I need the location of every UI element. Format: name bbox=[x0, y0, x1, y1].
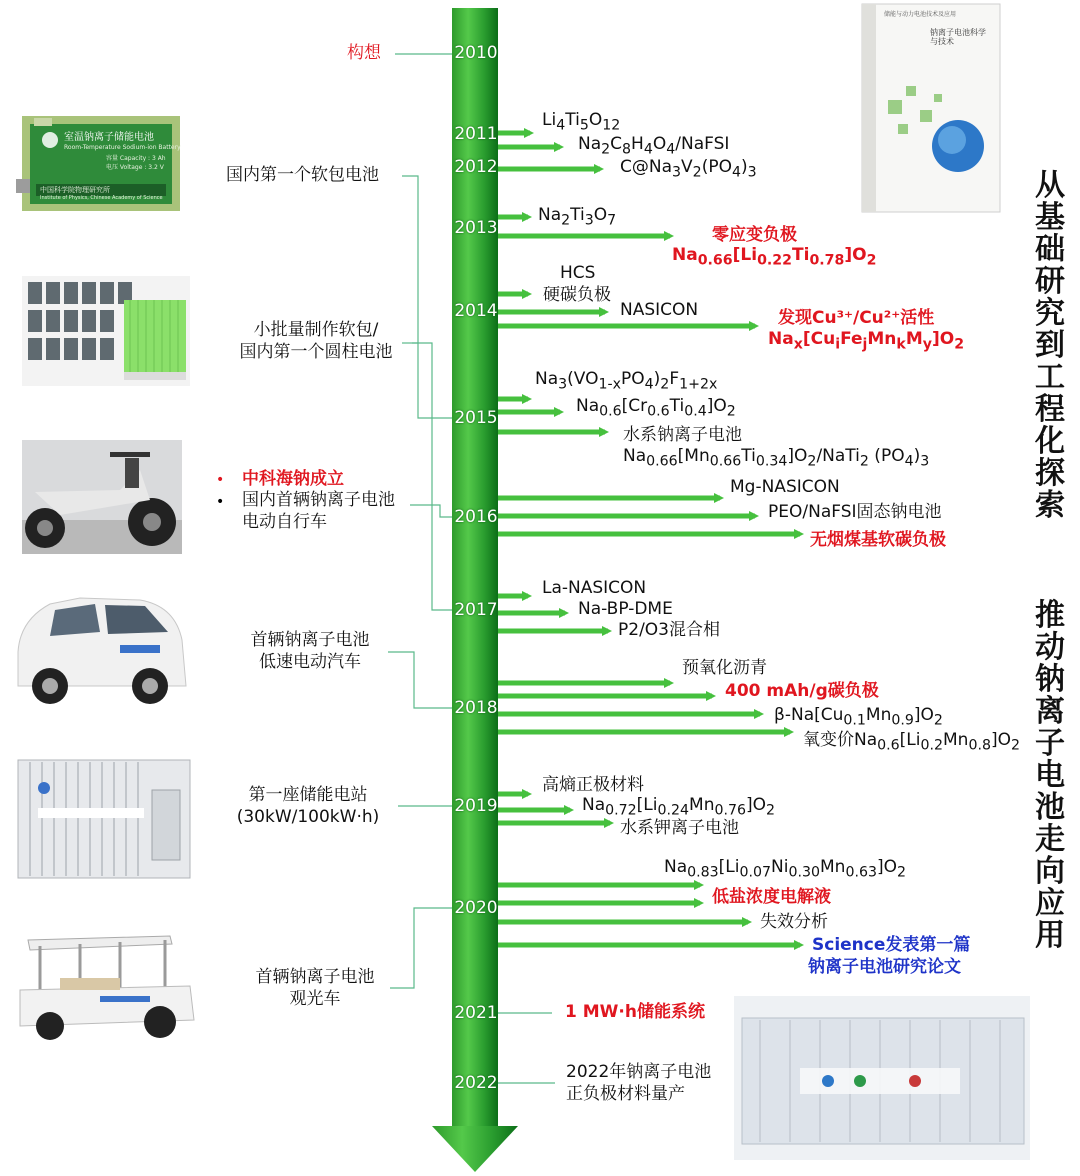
ebike-label-2: 电动自行车 bbox=[242, 512, 327, 532]
beta-formula: $\beta-Na[Cu_{0.1}Mn_{0.9}]O_2$ bbox=[774, 705, 943, 729]
side-title-application: 推 动 钠 离 子 电 池 走 向 应 用 bbox=[1035, 598, 1065, 953]
mwh-label: 1 MW·h储能系统 bbox=[565, 1002, 705, 1022]
car-label-2: 低速电动汽车 bbox=[259, 652, 361, 672]
pouch-institute: 中国科学院物理研究所 bbox=[40, 186, 110, 194]
year-label-2020: 2020 bbox=[454, 898, 498, 918]
book-series: 储能与动力电池技术及应用 bbox=[884, 11, 957, 18]
bus-label-1: 首辆钠离子电池 bbox=[255, 967, 375, 987]
car-label-1: 首辆钠离子电池 bbox=[250, 630, 370, 650]
mwh-system-image bbox=[734, 996, 1030, 1160]
ebike-image bbox=[22, 440, 182, 554]
science-label-1: Science发表第一篇 bbox=[812, 935, 971, 955]
year-label-2015: 2015 bbox=[454, 408, 498, 428]
science-label-2: 钠离子电池研究论文 bbox=[808, 957, 961, 977]
small-batch-label-1: 小批量制作软包/ bbox=[253, 320, 379, 340]
nlnm-formula: $Na_{0.83}[Li_{0.07}Ni_{0.30}Mn_{0.63}]O_2$ bbox=[664, 857, 907, 881]
ncto-label: $Na_{0.6}[Cr_{0.6}Ti_{0.4}]O_2$ bbox=[576, 396, 736, 420]
production-label-1: 2022年钠离子电池 bbox=[566, 1062, 712, 1082]
side-title-basic-research: 从 基 础 研 究 到 工 程 化 探 索 bbox=[1035, 168, 1065, 523]
timeline-main-arrow bbox=[432, 8, 518, 1172]
nafsi-label: $Na_2C_8H_4O_4$/NaFSI bbox=[578, 134, 730, 158]
peo-label: PEO/NaFSI固态钠电池 bbox=[768, 502, 942, 522]
cu-activity-label: 发现Cu³⁺/Cu²⁺活性 bbox=[778, 308, 935, 328]
storage-station-image bbox=[18, 760, 190, 878]
nvpf-label: $Na_3(VO_{1-x}PO_4)_2F_{1+2x}$ bbox=[535, 369, 718, 393]
bullet: • bbox=[216, 472, 225, 488]
station-label-2: (30kW/100kW·h) bbox=[236, 807, 380, 827]
nvp-label: $C@Na_3V_2(PO_4)_3$ bbox=[620, 157, 757, 181]
hina-founded-label: 中科海钠成立 bbox=[242, 469, 344, 489]
book-title: 钠离子电池科学与技术 bbox=[930, 28, 986, 47]
zero-strain-label: 零应变负极 bbox=[712, 225, 797, 245]
pre-oxidized-label: 预氧化沥青 bbox=[682, 658, 767, 678]
year-label-2021: 2021 bbox=[454, 1003, 498, 1023]
aqueous-k-label: 水系钾离子电池 bbox=[620, 818, 739, 838]
high-entropy-label: 高熵正极材料 bbox=[542, 775, 644, 795]
hard-carbon-label: 硬碳负极 bbox=[543, 285, 611, 305]
failure-analysis-label: 失效分析 bbox=[760, 912, 828, 932]
pouch-subtitle: Room-Temperature Sodium-ion Battery bbox=[64, 144, 181, 151]
left-connectors bbox=[388, 54, 452, 988]
aqueous-na-formula: $Na_{0.66}[Mn_{0.66}Ti_{0.34}]O_2/NaTi_2$ $(PO_4)_3$ bbox=[623, 446, 930, 470]
year-label-2016: 2016 bbox=[454, 507, 498, 527]
year-label-2022: 2022 bbox=[454, 1073, 498, 1093]
400mah-label: 400 mAh/g碳负极 bbox=[725, 681, 879, 701]
pouch-capacity: 容量 Capacity : 3 Ah bbox=[106, 155, 166, 162]
pouch-title: 室温钠离子储能电池 bbox=[64, 132, 154, 143]
nlm-formula: $Na_{0.72}[Li_{0.24}Mn_{0.76}]O_2$ bbox=[582, 795, 776, 819]
mg-nasicon-label: Mg-NASICON bbox=[730, 477, 840, 497]
ebike-label-1: 国内首辆钠离子电池 bbox=[242, 490, 395, 510]
right-connectors bbox=[498, 1013, 555, 1083]
year-label-2018: 2018 bbox=[454, 698, 498, 718]
oxygen-redox-formula: 氧变价$Na_{0.6}[Li_{0.2}Mn_{0.8}]O_2$ bbox=[803, 730, 1020, 754]
concept-label: 构想 bbox=[347, 43, 381, 63]
soft-pack-label: 国内第一个软包电池 bbox=[226, 165, 379, 185]
year-label-2011: 2011 bbox=[454, 124, 498, 144]
zero-strain-formula: $Na_{0.66}[Li_{0.22}Ti_{0.78}]O_2$ bbox=[672, 245, 877, 269]
anthracite-label: 无烟煤基软碳负极 bbox=[810, 530, 946, 550]
bus-label-2: 观光车 bbox=[289, 989, 341, 1009]
sightseeing-bus-image bbox=[20, 936, 194, 1040]
small-batch-label-2: 国内第一个圆柱电池 bbox=[239, 342, 393, 362]
battery-batch-image bbox=[22, 276, 190, 386]
year-label-2014: 2014 bbox=[454, 301, 498, 321]
year-label-2013: 2013 bbox=[454, 218, 498, 238]
nasicon-label: NASICON bbox=[620, 300, 699, 320]
production-label-2: 正负极材料量产 bbox=[566, 1084, 685, 1104]
year-label-2012: 2012 bbox=[454, 157, 498, 177]
na-bp-label: Na-BP-DME bbox=[578, 599, 673, 619]
bullet: • bbox=[216, 494, 225, 510]
low-salt-label: 低盐浓度电解液 bbox=[712, 887, 831, 907]
pouch-institute-en: Institute of Physics, Chinese Academy of Science bbox=[40, 195, 163, 201]
ev-car-image bbox=[18, 598, 186, 704]
hcs-label: HCS bbox=[560, 263, 596, 283]
la-nasicon-label: La-NASICON bbox=[542, 578, 647, 598]
cu-formula: $Na_x[Cu_iFe_jMn_kM_y]O_2$ bbox=[768, 329, 965, 353]
year-label-2010: 2010 bbox=[454, 43, 498, 63]
year-label-2019: 2019 bbox=[454, 796, 498, 816]
aqueous-na-label: 水系钠离子电池 bbox=[623, 425, 742, 445]
station-label-1: 第一座储能电站 bbox=[248, 785, 368, 805]
pouch-voltage: 电压 Voltage : 3.2 V bbox=[106, 164, 164, 171]
lto-label: $Li_4Ti_5O_{12}$ bbox=[542, 110, 621, 134]
p2o3-label: P2/O3混合相 bbox=[618, 620, 720, 640]
year-label-2017: 2017 bbox=[454, 600, 498, 620]
nto-label: $Na_2Ti_3O_7$ bbox=[538, 205, 617, 229]
